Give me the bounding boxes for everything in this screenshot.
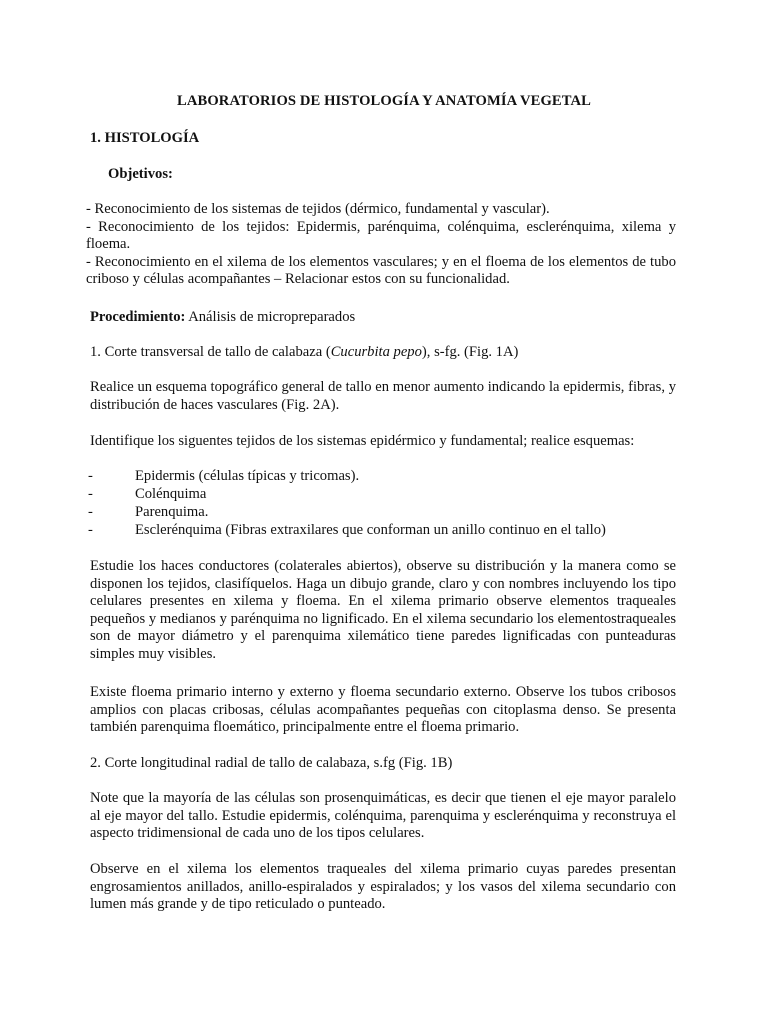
paragraph: Observe en el xilema los elementos traqueales del xilema primario cuyas paredes presentan engrosamientos anillados, anillo-espiralados y espiralados; y los vasos del xilema secundario con lumen más grande y de tipo reticulado o punteado. [90, 861, 676, 912]
paragraph: Estudie los haces conductores (colaterales abiertos), observe su distribución y la manera como se disponen los tejidos, clasifíquelos. Haga un dibujo grande, claro y con nombres incluyendo los tipo celulares presentes en xilema y floema. En el xilema primario observe elementos traqueales pequeños y medianos y parénquima no lignificado. En el xilema secundario los elementostraqueales son de mayor diámetro y el parenquima xilemático tiene paredes lignificadas con punteaduras simples muy visibles. [90, 558, 676, 662]
document-title: LABORATORIOS DE HISTOLOGÍA Y ANATOMÍA VEGETAL [177, 93, 591, 109]
objectives-heading: Objetivos: [108, 166, 173, 182]
section-heading: 1. HISTOLOGÍA [90, 130, 200, 146]
list-item-text: Colénquima [135, 486, 207, 502]
species-name: Cucurbita pepo [330, 344, 422, 360]
list-item-text: Esclerénquima (Fibras extraxilares que conforman un anillo continuo en el tallo) [135, 522, 606, 538]
paragraph: Realice un esquema topográfico general de tallo en menor aumento indicando la epidermis, fibras, y distribución de haces vasculares (Fig. 2A). [90, 379, 676, 413]
step-1-prefix: 1. Corte transversal de tallo de calabaza ( [90, 344, 331, 360]
step-1-suffix: ), s-fg. (Fig. 1A) [421, 344, 519, 360]
step-1-heading [90, 344, 518, 362]
step-2-heading: 2. Corte longitudinal radial de tallo de calabaza, s.fg (Fig. 1B) [90, 755, 453, 771]
paragraph: Note que la mayoría de las células son prosenquimáticas, es decir que tienen el eje mayor paralelo al eje mayor del tallo. Estudie epidermis, colénquima, parenquima y esclerénquima y reconstruya el aspecto tridimensional de cada uno de los tipos celulares. [90, 790, 676, 841]
objective-item: - Reconocimiento de los sistemas de tejidos (dérmico, fundamental y vascular). [86, 201, 550, 217]
paragraph: Identifique los siguentes tejidos de los sistemas epidérmico y fundamental; realice esquemas: [90, 433, 635, 449]
objective-item: - Reconocimiento en el xilema de los elementos vasculares; y en el floema de los elementos de tubo criboso y células acompañantes – Relacionar estos con su funcionalidad. [86, 253, 676, 287]
list-item-text: Parenquima. [135, 504, 209, 520]
objectives-list [86, 201, 676, 289]
procedure-text: Análisis de micropreparados [185, 309, 356, 325]
procedure-label: Procedimiento: [90, 309, 186, 325]
objective-item: - Reconocimiento de los tejidos: Epidermis, parénquima, colénquima, esclerénquima, xilema y floema. [86, 218, 676, 252]
list-dash: - [88, 522, 93, 538]
list-dash: - [88, 486, 93, 502]
paragraph: Existe floema primario interno y externo y floema secundario externo. Observe los tubos cribosos amplios con placas cribosas, células acompañantes pequeñas con citoplasma denso. Se presenta también parenquima floemático, principalmente entre el floema primario. [90, 684, 676, 735]
list-dash: - [88, 468, 93, 484]
list-item-text: Epidermis (células típicas y tricomas). [135, 468, 360, 484]
list-dash: - [88, 504, 93, 520]
procedure-line [90, 309, 355, 327]
